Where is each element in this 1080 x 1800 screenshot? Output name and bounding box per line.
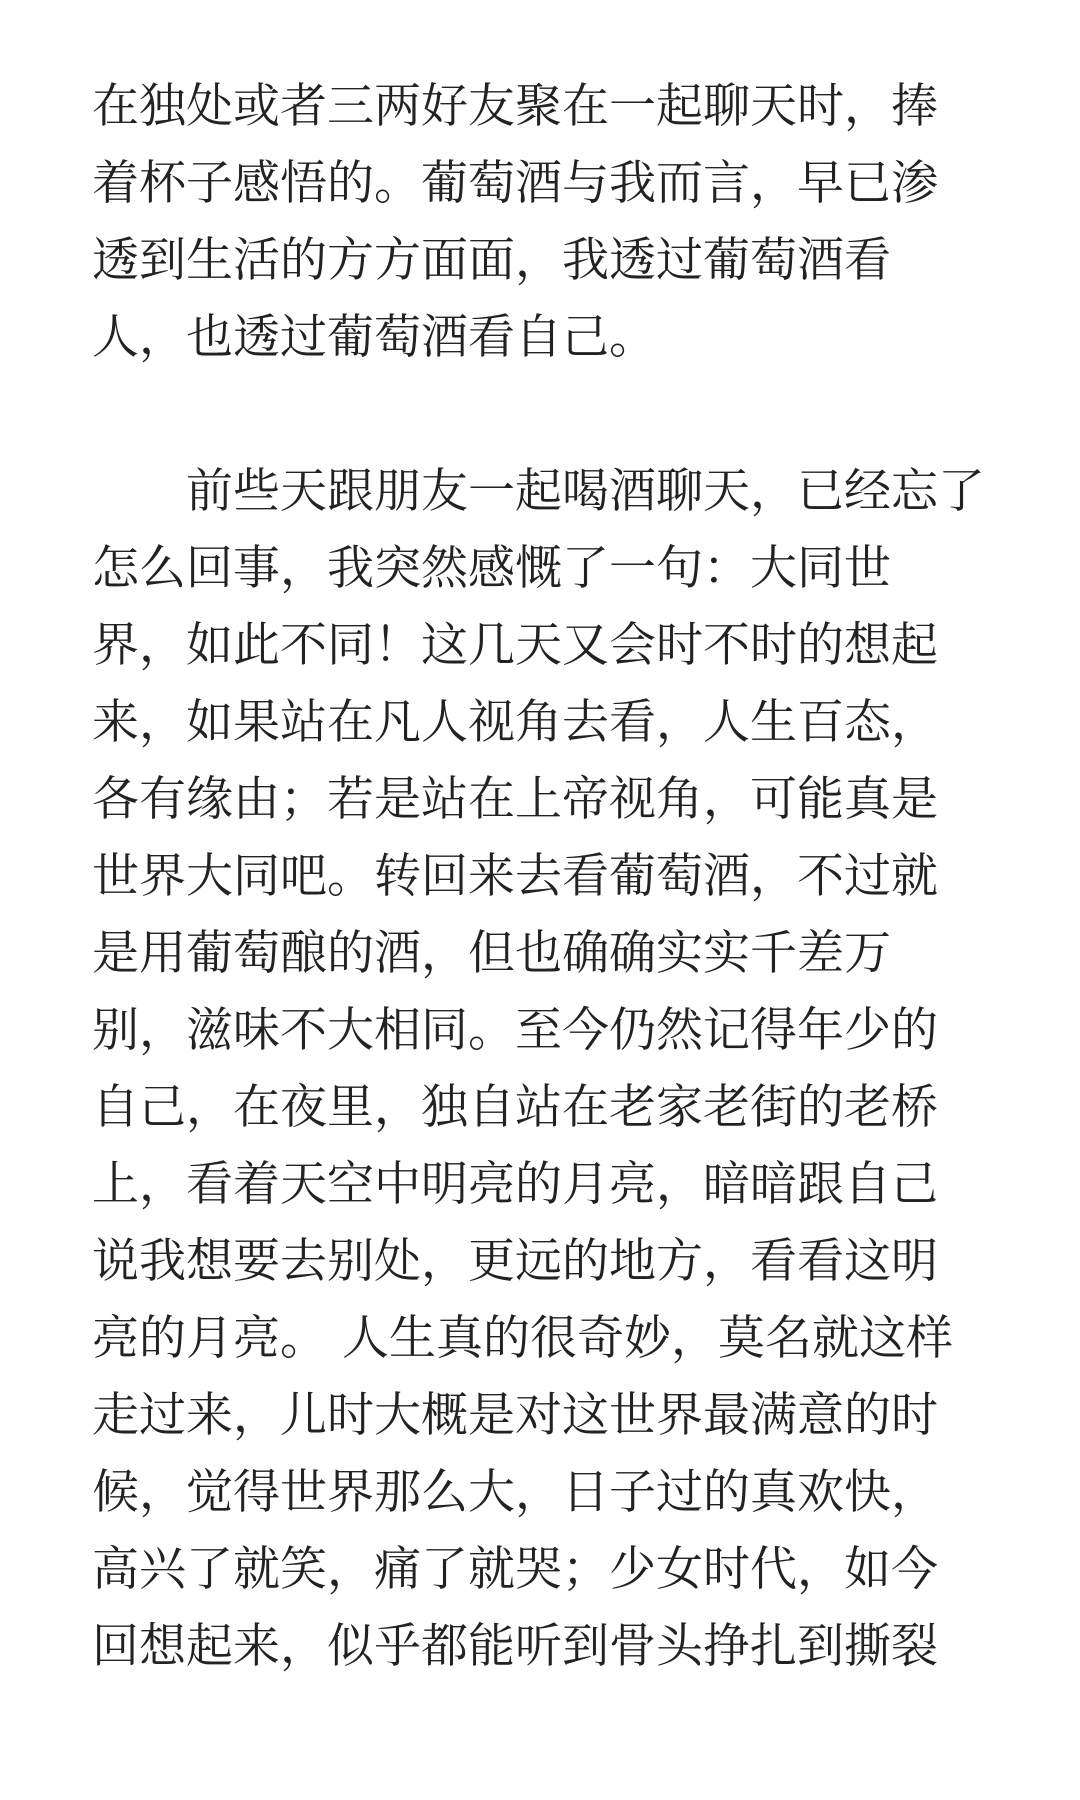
text-line: 各有缘由；若是站在上帝视角，可能真是 xyxy=(92,772,938,827)
text-line: 是用葡萄酿的酒，但也确确实实千差万 xyxy=(92,926,891,981)
text-line: 着杯子感悟的。葡萄酒与我而言，早已渗 xyxy=(92,156,938,211)
article-body xyxy=(92,68,992,1685)
text-line: 回想起来，似乎都能听到骨头挣扎到撕裂 xyxy=(92,1619,938,1674)
text-line: 透到生活的方方面面，我透过葡萄酒看 xyxy=(92,233,891,288)
text-line: 自己，在夜里，独自站在老家老街的老桥 xyxy=(92,1080,938,1135)
text-line: 亮的月亮。 人生真的很奇妙，莫名就这样 xyxy=(92,1311,953,1366)
paragraph-1 xyxy=(92,68,992,376)
text-line: 高兴了就笑，痛了就哭；少女时代，如今 xyxy=(92,1542,938,1597)
text-line: 上，看着天空中明亮的月亮，暗暗跟自己 xyxy=(92,1157,938,1212)
text-line: 别，滋味不大相同。至今仍然记得年少的 xyxy=(92,1003,938,1058)
text-line: 候，觉得世界那么大，日子过的真欢快， xyxy=(92,1465,938,1520)
text-line: 走过来，儿时大概是对这世界最满意的时 xyxy=(92,1388,938,1443)
text-line: 怎么回事，我突然感慨了一句：大同世 xyxy=(92,541,891,596)
paragraph-2 xyxy=(92,453,992,1685)
text-line: 前些天跟朋友一起喝酒聊天，已经忘了 xyxy=(186,464,985,519)
text-line: 来，如果站在凡人视角去看，人生百态， xyxy=(92,695,938,750)
text-line: 说我想要去别处，更远的地方，看看这明 xyxy=(92,1234,938,1289)
text-line: 世界大同吧。转回来去看葡萄酒，不过就 xyxy=(92,849,938,904)
text-line: 在独处或者三两好友聚在一起聊天时，捧 xyxy=(92,79,938,134)
text-line: 人，也透过葡萄酒看自己。 xyxy=(92,310,656,365)
text-line: 界，如此不同！这几天又会时不时的想起 xyxy=(92,618,938,673)
